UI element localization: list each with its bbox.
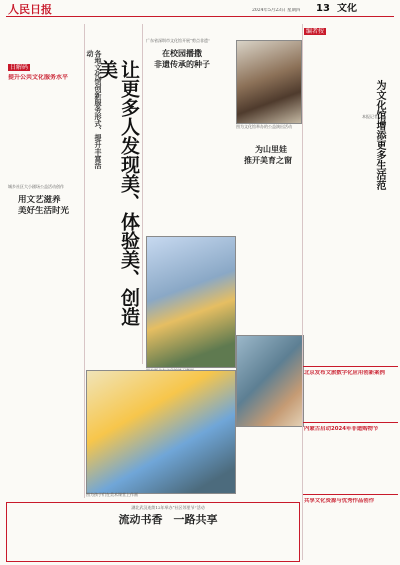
issue-date: 2024年5月23日 星期四 (252, 8, 301, 13)
sidebar-tag: 编者按 (306, 28, 325, 35)
story-1-kicker: 广东省深圳市文化馆开展“剪点非遗” (146, 38, 211, 43)
brief-body-3 (304, 506, 396, 560)
story-3-headline: 流动书香 一路共享 (118, 514, 218, 526)
photo-dancers (146, 236, 236, 368)
column-divider-3 (302, 24, 303, 560)
photo-students (236, 335, 304, 427)
story-1-title-1: 在校园播撒 (162, 49, 202, 58)
story-2-body (236, 170, 300, 332)
story-3-kicker: 湖北武汉连续12年举办“社区邻里节”活动 (131, 505, 205, 510)
photo-children (86, 370, 236, 494)
story-3-body-right (106, 530, 292, 558)
story-3-body-left (10, 530, 100, 558)
sidebar-body (304, 40, 360, 358)
story-2-title-1: 为山里娃 (255, 145, 287, 154)
brief-title-3: 共享文化资源与优秀作品创作 (304, 498, 375, 504)
story-2-caption: 图为文化馆举办的公益演出活动 (236, 124, 292, 129)
masthead-rule (6, 16, 394, 17)
brief-divider-2 (302, 422, 398, 423)
column-divider-1 (84, 24, 85, 498)
sidebar-byline: 本报记者 (362, 114, 378, 119)
subhead-body (8, 220, 82, 478)
brief-divider-1 (302, 366, 398, 367)
brief-divider-3 (302, 494, 398, 495)
page-number: 13 (316, 3, 330, 14)
column-divider-2 (142, 24, 143, 364)
subhead-title-1: 用文艺滋养 (18, 195, 61, 205)
brief-title-1: 北京发布文旅数字化应用创新案例 (304, 370, 385, 376)
brief-body-1 (304, 378, 396, 420)
subhead-title-2: 美好生活时光 (18, 206, 70, 216)
subhead-label: 城乡社区大小剧场公益活动创作 (8, 184, 64, 189)
lead-kicker: 各地文化馆创新服务形式、提升丰富活动 (86, 50, 102, 169)
section-name: 文化 (337, 3, 357, 14)
lead-headline: 让更多人发现美、体验美、创造美 (96, 60, 140, 326)
story-1-title-2: 非遗传承的种子 (154, 60, 210, 69)
story-2-title-2: 推开美育之窗 (244, 156, 292, 165)
intro-title: 提升公共文化服务水平 (8, 74, 69, 81)
intro-body (8, 84, 82, 182)
intro-tag: 日解码 (10, 64, 29, 71)
masthead-brand: 人民日报 (8, 4, 52, 16)
story-2-photo (236, 40, 302, 124)
photo-caption-2: 图为孩子们在美术课堂上作画 (86, 492, 138, 497)
sidebar-headline: 为文化馆增添更多生活范 (374, 80, 385, 190)
brief-title-2: 内蒙古启动2024年非遗购物节 (304, 426, 379, 432)
brief-body-2 (304, 434, 396, 492)
